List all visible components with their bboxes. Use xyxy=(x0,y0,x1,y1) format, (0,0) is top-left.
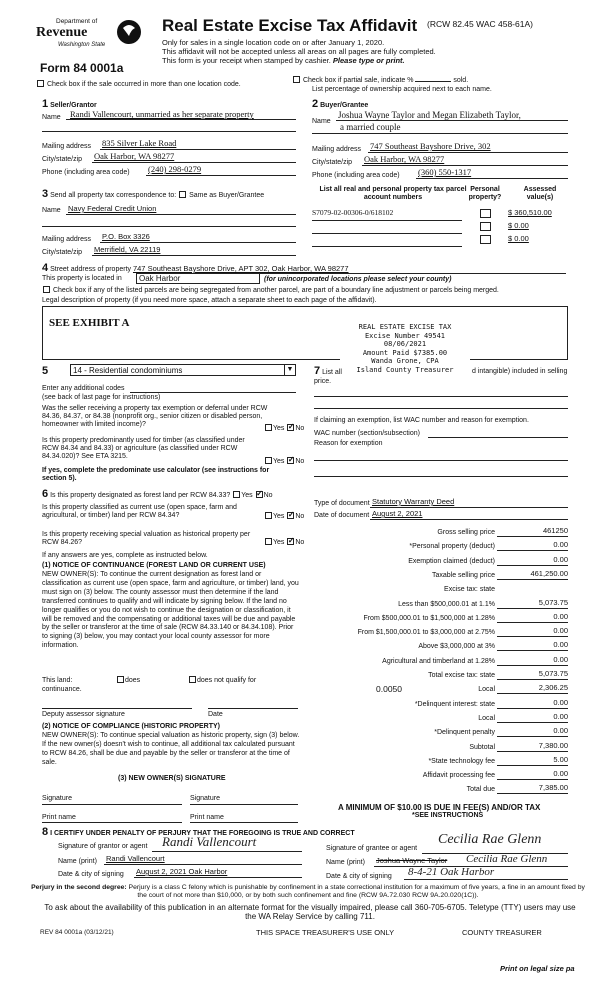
minimum-due: A MINIMUM OF $10.00 IS DUE IN FEE(S) AND/OR TAX xyxy=(338,803,541,812)
buyer-city-line xyxy=(362,165,568,166)
continuance-label: continuance. xyxy=(42,686,82,693)
seller-mailing-label: Mailing address xyxy=(42,143,92,150)
q-forest: Is this property designated as forest land per RCW 84.33? xyxy=(50,492,231,499)
q-current-use: Is this property classified as current use (open space, farm and agricultural, or timber) land per RCW 84.34? xyxy=(42,504,237,520)
section-number: 6 xyxy=(42,488,49,500)
yes-label: Yes xyxy=(273,425,285,432)
partial-sale-label: Check box if partial sale, indicate % xyxy=(302,77,414,84)
q-timber: Is this property predominantly used for timber (as classified under RCW 84.34 and 84.33) or agriculture (as classified under RCW 84.34.020)? See ETA 3215. xyxy=(42,437,245,461)
no-checkbox[interactable] xyxy=(287,538,294,545)
tax-row-value[interactable]: 461,250.00 xyxy=(508,570,568,580)
buyer-name-label: Name xyxy=(312,118,331,125)
multi-location-row xyxy=(36,80,241,89)
header-note1: Only for sales in a single location code on or after January 1, 2020. xyxy=(162,38,385,47)
segregated-label: Check box if any of the listed parcels are being segregated from another parcel, are part of a boundary line adjustment or parcels being merged. xyxy=(52,287,499,294)
grantor-date-label: Date & city of signing xyxy=(58,871,124,878)
grantee-name-struck: Joshua Wayne Taylor xyxy=(376,856,448,865)
exemption-label: If claiming an exemption, list WAC number and reason for exemption. xyxy=(314,417,529,424)
corr-city-line xyxy=(92,255,296,256)
tax-row-value[interactable]: 0.00 xyxy=(508,613,568,623)
legal-description: SEE EXHIBIT A xyxy=(49,317,130,329)
no-label: No xyxy=(295,425,305,432)
grantee-date-line xyxy=(404,879,568,880)
located-value: Oak Harbor xyxy=(139,274,181,283)
tax-row-label: Affidavit processing fee xyxy=(422,772,495,779)
personal-property-checkbox[interactable] xyxy=(480,222,491,231)
tax-row-value[interactable]: 5,073.75 xyxy=(508,599,568,609)
parcel-line xyxy=(312,233,462,234)
dept-line3: Washington State xyxy=(58,42,106,48)
personal-property-line[interactable] xyxy=(314,408,568,409)
reason-field[interactable] xyxy=(314,460,568,461)
parcels-col3: Assessed value(s) xyxy=(523,186,557,202)
tax-row-value[interactable]: 0.00 xyxy=(508,727,568,737)
seller-phone-line xyxy=(146,175,296,176)
q-current-use-answers xyxy=(264,512,304,521)
if-any-yes: If any answers are yes, complete as instructed below. xyxy=(42,552,208,559)
yes-label: Yes xyxy=(241,492,253,499)
partial-sale-pct-field[interactable] xyxy=(415,81,451,82)
section-number: 5 xyxy=(42,365,49,377)
q-exemption-answers xyxy=(264,424,304,433)
treasurer-stamp xyxy=(340,323,470,375)
same-as-buyer-checkbox[interactable] xyxy=(179,191,186,198)
reason-field[interactable] xyxy=(314,476,568,477)
legal-description-box[interactable] xyxy=(42,306,568,360)
grantee-sig-label: Signature of grantee or agent xyxy=(326,845,418,852)
reason-label: Reason for exemption xyxy=(314,440,383,447)
section-number: 3 xyxy=(42,188,49,200)
stamp-line: Amount Paid $7385.00 xyxy=(362,348,448,357)
grantor-date-line xyxy=(134,877,302,878)
personal-property-checkbox[interactable] xyxy=(480,209,491,218)
stamp-line: REAL ESTATE EXCISE TAX xyxy=(358,323,452,331)
assessed-value[interactable]: $ 0.00 xyxy=(508,234,529,243)
doc-type-line xyxy=(370,507,568,508)
section-number: 2 xyxy=(312,98,319,110)
additional-codes-field[interactable] xyxy=(130,392,296,393)
list-all-label-post: d intangible) included in selling xyxy=(472,368,568,375)
tax-row-label: Exemption claimed (deduct) xyxy=(408,558,495,565)
q-forest-row xyxy=(42,488,273,501)
tax-row-label: Gross selling price xyxy=(437,529,495,536)
q-timber-note: If yes, complete the predominate use calculator (see instructions for section 5). xyxy=(42,467,270,483)
parcels-col2: Personal property? xyxy=(468,186,502,202)
section-number: 4 xyxy=(42,262,49,274)
yes-label: Yes xyxy=(273,539,285,546)
tax-row-label: Above $3,000,000 at 3% xyxy=(418,643,495,650)
owner-print-line[interactable] xyxy=(190,822,298,823)
tax-row-value[interactable]: 2,306.25 xyxy=(508,684,568,694)
seller-name-label: Name xyxy=(42,114,61,121)
seller-phone[interactable]: (240) 298-0279 xyxy=(148,164,202,174)
partial-sale-row xyxy=(292,76,468,85)
owner-signature-line[interactable] xyxy=(42,804,182,805)
local-rate[interactable]: 0.0050 xyxy=(376,684,402,694)
grantor-date-city[interactable]: August 2, 2021 Oak Harbor xyxy=(136,867,228,876)
tax-row-label: *Personal property (deduct) xyxy=(409,543,495,550)
tax-row-label: Total excise tax: state xyxy=(428,672,495,679)
property-street[interactable]: 747 Southeast Bayshore Drive, APT 302, Oak Harbor, WA 98277 xyxy=(132,264,349,273)
seller-name[interactable]: Randi Vallencourt, unmarried as her separate property xyxy=(70,109,254,119)
corr-city-label: City/state/zip xyxy=(42,249,83,256)
dept-logo xyxy=(36,18,146,52)
parcels-col1: List all real and personal property tax parcel account numbers xyxy=(319,186,467,202)
located-row xyxy=(42,275,122,283)
tax-row-value[interactable]: 5.00 xyxy=(508,756,568,766)
tax-row-value[interactable]: 7,385.00 xyxy=(508,784,568,794)
correspondence-heading xyxy=(42,188,264,201)
multi-location-label: Check box if the sale occurred in more than one location code. xyxy=(46,81,241,88)
yes-checkbox[interactable] xyxy=(265,424,272,431)
segregated-checkbox[interactable] xyxy=(43,286,50,293)
certify-text: I CERTIFY UNDER PENALTY OF PERJURY THAT THE FOREGOING IS TRUE AND CORRECT xyxy=(50,830,355,837)
corr-name-line2 xyxy=(42,226,296,227)
wac-field[interactable] xyxy=(428,437,568,438)
grantor-name-label: Name (print) xyxy=(58,858,97,865)
tax-row-value[interactable]: 0.00 xyxy=(508,641,568,651)
buyer-mailing-label: Mailing address xyxy=(312,146,362,153)
stamp-line: Island County Treasurer xyxy=(356,365,454,374)
tax-row-label: Taxable selling price xyxy=(431,572,495,579)
yes-checkbox[interactable] xyxy=(265,538,272,545)
partial-sale-checkbox[interactable] xyxy=(293,76,300,83)
seller-mailing[interactable]: 835 Silver Lake Road xyxy=(102,138,177,148)
header-note3: This form is your receipt when stamped by cashier. xyxy=(162,56,331,65)
deputy-signature-label: Deputy assessor signature xyxy=(42,711,125,718)
tax-row-value[interactable]: 0.00 xyxy=(508,556,568,566)
legal-description-label: Legal description of property (if you need more space, attach a separate sheet to each page of the affidavit). xyxy=(42,297,377,304)
seller-city-label: City/state/zip xyxy=(42,156,83,163)
tax-row-value[interactable]: 0.00 xyxy=(508,699,568,709)
section-number: 7 xyxy=(314,365,321,377)
doc-date-label: Date of document xyxy=(314,512,370,519)
corr-mailing-label: Mailing address xyxy=(42,236,92,243)
tax-row-label: Total due xyxy=(466,786,495,793)
stamp-line: 08/06/2021 xyxy=(383,340,427,349)
buyer-phone-label: Phone (including area code) xyxy=(312,172,400,179)
tax-row-label: Local xyxy=(478,686,495,693)
stamp-line: Excise Number 49541 xyxy=(364,331,446,340)
does-not-label: does not qualify for xyxy=(197,677,257,684)
buyer-mailing[interactable]: 747 Southeast Bayshore Drive, 302 xyxy=(370,141,491,151)
list-pct-note: List percentage of ownership acquired next to each name. xyxy=(312,86,492,93)
form-number: Form 84 0001a xyxy=(40,61,124,75)
tax-row-label: *Delinquent interest: state xyxy=(414,701,495,708)
notice2-body: NEW OWNER(S): To continue special valuation as historic property, sign (3) below. If the new owner(s) doesn't wish to continue, all additional tax calculated pursuant to RCW 84.26, shall be due and payable by the seller or transferor at the time of sale. xyxy=(42,732,300,766)
dept-line2: Revenue xyxy=(36,25,88,40)
no-checkbox[interactable] xyxy=(287,424,294,431)
seller-heading-label: Seller/Grantor xyxy=(50,102,97,109)
yes-label: Yes xyxy=(273,458,285,465)
grantor-name-line xyxy=(104,864,302,865)
yes-checkbox[interactable] xyxy=(265,512,272,519)
seller-name-line2 xyxy=(42,131,296,132)
grantee-date-label: Date & city of signing xyxy=(326,873,392,880)
corr-name-label: Name xyxy=(42,207,61,214)
price-label: price. xyxy=(314,378,332,385)
assessed-value[interactable]: $ 360,510.00 xyxy=(508,208,552,217)
grantor-sig-line xyxy=(152,851,302,852)
yes-checkbox[interactable] xyxy=(265,457,272,464)
buyer-heading xyxy=(312,98,368,111)
grantee-date-city[interactable]: 8-4-21 Oak Harbor xyxy=(408,866,495,878)
no-label: No xyxy=(295,513,305,520)
treasurer-only: THIS SPACE TREASURER'S USE ONLY xyxy=(256,928,395,937)
does-checkbox[interactable] xyxy=(117,676,124,683)
wa-seal-icon xyxy=(116,18,142,46)
assessed-value[interactable]: $ 0.00 xyxy=(508,221,529,230)
seller-phone-label: Phone (including area code) xyxy=(42,169,130,176)
signature-label: Signature xyxy=(190,795,220,802)
buyer-name1[interactable]: Joshua Wayne Taylor and Megan Elizabeth Taylor, xyxy=(338,110,521,120)
header-note3b: Please type or print. xyxy=(332,56,405,65)
personal-property-line[interactable] xyxy=(314,396,568,397)
tax-row-label: *Delinquent penalty xyxy=(434,729,495,736)
seller-mailing-line xyxy=(100,149,296,150)
q-timber-answers xyxy=(264,457,304,466)
parcel-number[interactable]: S7079-02-00306-0/618102 xyxy=(312,208,394,217)
parcel-line xyxy=(312,220,462,221)
alternate-format: To ask about the availability of this publication in an alternate format for the visually impaired, please call 360-705-6705. Teletype (TTY) users may use the WA Relay Service by calling 711. xyxy=(44,903,576,922)
parcel-line xyxy=(312,246,462,247)
yes-label: Yes xyxy=(273,513,285,520)
deputy-date-line[interactable] xyxy=(208,708,298,709)
located-select[interactable] xyxy=(136,273,260,284)
tax-row-label: Excise tax: state xyxy=(444,586,495,593)
corr-name[interactable]: Navy Federal Credit Union xyxy=(68,204,157,213)
grantee-name[interactable]: Cecilia Rae Glenn xyxy=(466,853,548,865)
seller-name-line xyxy=(66,119,296,120)
print-name-label: Print name xyxy=(190,814,224,821)
no-checkbox[interactable] xyxy=(287,457,294,464)
multi-location-checkbox[interactable] xyxy=(37,80,44,87)
notice3-heading: (3) NEW OWNER(S) SIGNATURE xyxy=(118,775,226,782)
q-historic: Is this property receiving special valuation as historical property per RCW 84.26? xyxy=(42,531,251,547)
see-instructions: *SEE INSTRUCTIONS xyxy=(412,812,484,819)
personal-property-checkbox[interactable] xyxy=(480,235,491,244)
corr-mailing-line xyxy=(100,242,296,243)
tax-row-value[interactable]: 0.00 xyxy=(508,627,568,637)
section7-row xyxy=(314,365,342,378)
deputy-date-label: Date xyxy=(208,711,223,718)
no-checkbox[interactable] xyxy=(287,512,294,519)
land-use-value: 14 - Residential condominiums xyxy=(73,366,183,375)
form-title: Real Estate Excise Tax Affidavit xyxy=(162,16,418,35)
does-not-row xyxy=(188,676,256,685)
q-exemption: Was the seller receiving a property tax exemption or deferral under RCW 84.36, 84.37, or 84.38 (nonprofit org., senior citizen or disabled person, homeowner with limited income)? xyxy=(42,405,268,429)
chevron-down-icon[interactable]: ▼ xyxy=(284,365,295,375)
additional-codes-note: (see back of last page for instructions) xyxy=(42,394,161,401)
tax-row-value[interactable]: 0.00 xyxy=(508,713,568,723)
tax-row-value[interactable]: 0.00 xyxy=(508,770,568,780)
tax-row-label: *State technology fee xyxy=(428,758,495,765)
street-label: Street address of property xyxy=(50,266,132,273)
does-not-checkbox[interactable] xyxy=(189,676,196,683)
notice2-heading: (2) NOTICE OF COMPLIANCE (HISTORIC PROPERTY) xyxy=(42,723,220,730)
yes-checkbox[interactable] xyxy=(233,491,240,498)
buyer-phone-line xyxy=(416,178,568,179)
grantee-signature[interactable]: Cecilia Rae Glenn xyxy=(438,832,542,847)
tax-row-value[interactable]: 0.00 xyxy=(508,656,568,666)
buyer-name2[interactable]: a married couple xyxy=(340,122,401,132)
deputy-signature-line[interactable] xyxy=(42,708,192,709)
owner-signature-line[interactable] xyxy=(190,804,298,805)
seller-city-line xyxy=(92,162,296,163)
tax-row-label: From $1,500,000.01 to $3,000,000 at 2.75% xyxy=(357,629,495,636)
rev-number: REV 84 0001a (03/12/21) xyxy=(40,929,114,936)
buyer-heading-label: Buyer/Grantee xyxy=(320,102,369,109)
list-all-label: List all xyxy=(322,369,342,376)
tax-row-label: Subtotal xyxy=(469,744,495,751)
doc-date[interactable]: August 2, 2021 xyxy=(372,509,423,518)
buyer-name-line xyxy=(336,120,568,121)
signature-label: Signature xyxy=(42,795,72,802)
perjury-bold: Perjury in the second degree: xyxy=(31,884,127,891)
located-label: This property is located in xyxy=(42,275,122,282)
doc-type[interactable]: Statutory Warranty Deed xyxy=(372,497,455,506)
county-treasurer: COUNTY TREASURER xyxy=(462,928,542,937)
section-number: 8 xyxy=(42,826,49,838)
doc-date-line xyxy=(370,519,568,520)
tax-row-value[interactable]: 5,073.75 xyxy=(508,670,568,680)
tax-row-label: From $500,000.01 to $1,500,000 at 1.28% xyxy=(363,615,495,622)
no-label: No xyxy=(295,539,305,546)
segregated-row xyxy=(42,286,499,295)
q-historic-answers xyxy=(264,538,304,547)
tax-row-value[interactable]: 0.00 xyxy=(508,541,568,551)
header-note2: This affidavit will not be accepted unless all areas on all pages are fully completed. xyxy=(162,47,436,56)
buyer-city[interactable]: Oak Harbor, WA 98277 xyxy=(364,154,445,164)
buyer-city-label: City/state/zip xyxy=(312,159,353,166)
notice1-heading: (1) NOTICE OF CONTINUANCE (FOREST LAND OR CURRENT USE) xyxy=(42,562,266,569)
tax-row-label: Less than $500,000.01 at 1.1% xyxy=(398,601,495,608)
dept-line1: Department of xyxy=(56,18,98,25)
section-number: 1 xyxy=(42,98,49,110)
corr-city[interactable]: Merrifield, VA 22119 xyxy=(94,245,161,254)
grantor-name[interactable]: Randi Vallencourt xyxy=(106,854,165,863)
does-label: does xyxy=(125,677,141,684)
unincorporated-note: (for unincorporated locations please select your county) xyxy=(264,276,452,283)
corr-mailing[interactable]: P.O. Box 3326 xyxy=(102,232,150,241)
buyer-mailing-line xyxy=(368,152,568,153)
form-rcw: (RCW 82.45 WAC 458-61A) xyxy=(427,19,533,29)
sold-label: sold. xyxy=(453,77,469,84)
perjury-text: Perjury is a class C felony which is punishable by confinement in a state correctional institution for a maximum of five years, a fine in an amount fixed by the court of not more than $10,000, or by both such confinement and fine (RCW 9A.72.030 RCW 9A.20.020(1C)). xyxy=(128,884,585,899)
tax-row-value[interactable]: 461250 xyxy=(508,527,568,537)
buyer-name-line2 xyxy=(312,133,568,134)
grantor-sig-label: Signature of grantor or agent xyxy=(58,843,148,850)
no-checkbox[interactable] xyxy=(256,491,263,498)
no-label: No xyxy=(295,458,305,465)
tax-row-label: Local xyxy=(478,715,495,722)
print-name-label: Print name xyxy=(42,814,76,821)
header-note3-wrap xyxy=(162,57,405,66)
grantor-signature[interactable]: Randi Vallencourt xyxy=(162,834,257,849)
does-row xyxy=(116,676,140,685)
doc-type-label: Type of document xyxy=(314,500,370,507)
legal-size-note: Print on legal size pa xyxy=(500,964,575,973)
tax-row-value[interactable]: 7,380.00 xyxy=(508,742,568,752)
same-as-buyer-label: Same as Buyer/Grantee xyxy=(189,192,265,199)
corr-name-line xyxy=(66,214,296,215)
wac-label: WAC number (section/subsection) xyxy=(314,430,420,437)
grantee-name-label: Name (print) xyxy=(326,859,365,866)
owner-print-line[interactable] xyxy=(42,822,182,823)
perjury-notice xyxy=(30,884,586,900)
this-land-label: This land: xyxy=(42,677,73,684)
buyer-phone[interactable]: (360) 550-1317 xyxy=(418,167,472,177)
notice1-body: NEW OWNER(S): To continue the current designation as forest land or classification as current use (open space, farm and agriculture, or timber) land, you must sign on (3) below. The county assessor must then determine if the land transferred continues to qualify and will indicate by signing below. If the land no longer qualifies or you do not wish to continue the designation or classification, it will be removed and the compensating or additional taxes will be due and payable by the seller or transferor at the time of sale (RCW 84.33.140 or 84.34.108). Prior to signing (3) below, you may contact your local county assessor for more information. xyxy=(42,571,299,650)
no-label: No xyxy=(263,492,273,499)
tax-row-label: Agricultural and timberland at 1.28% xyxy=(382,658,495,665)
seller-city[interactable]: Oak Harbor, WA 98277 xyxy=(94,151,175,161)
stamp-line: Wanda Grone, CPA xyxy=(371,357,439,366)
land-use-select[interactable] xyxy=(70,364,296,376)
additional-codes-label: Enter any additional codes xyxy=(42,385,125,392)
correspondence-heading-label: Send all property tax correspondence to: xyxy=(50,192,177,199)
